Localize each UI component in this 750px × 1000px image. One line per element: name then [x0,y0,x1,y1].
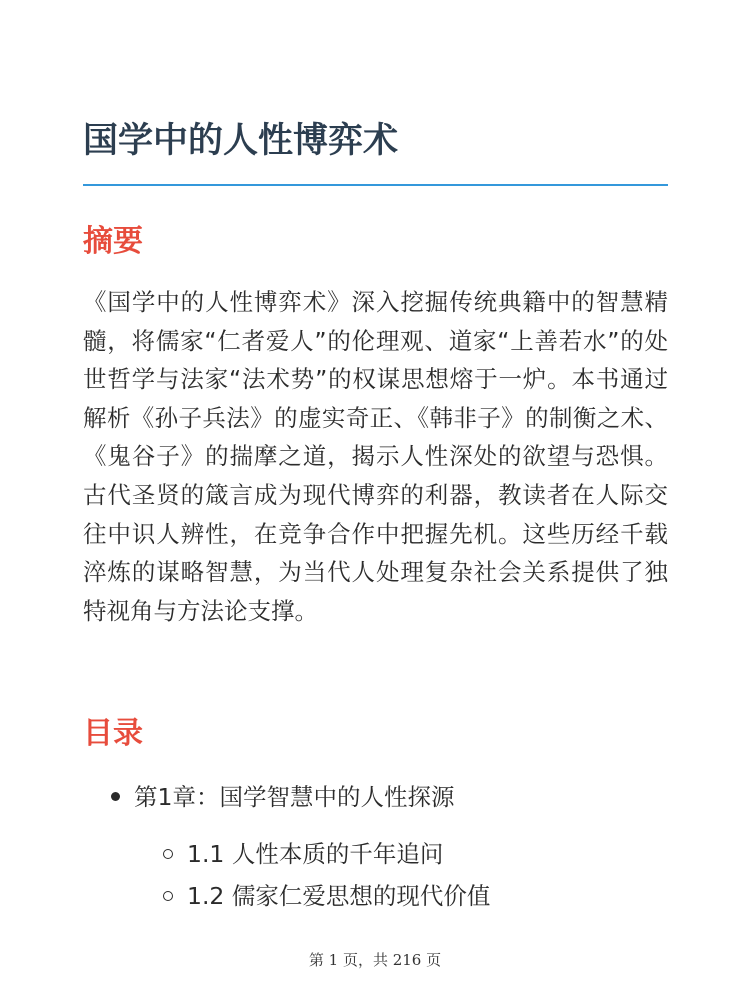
toc-heading: 目录 [83,716,143,751]
toc-section-label: 1.1 人性本质的千年追问 [187,840,444,868]
bullet-disc-icon [111,792,120,801]
bullet-circle-icon [163,849,173,859]
abstract-paragraph: 《国学中的人性博弈术》深入挖掘传统典籍中的智慧精髓，将儒家“仁者爱人”的伦理观、道家“上善若水”的处世哲学与法家“法术势”的权谋思想熔于一炉。本书通过解析《孙子兵法》的虚实奇正、《韩非子》的制衡之术、《鬼谷子》的揣摩之道，揭示人性深处的欲望与恐惧。古代圣贤的箴言成为现代博弈的利器，教读者在人际交往中识人辨性，在竞争合作中把握先机。这些历经千载淬炼的谋略智慧，为当代人处理复杂社会关系提供了独特视角与方法论支撑。 [83,288,668,625]
toc-chapter-item[interactable] [111,780,454,814]
title-divider [83,184,668,186]
toc-section-label: 1.2 儒家仁爱思想的现代价值 [187,882,491,910]
document-title: 国学中的人性博弈术 [83,121,399,161]
toc-chapter-label: 第1章：国学智慧中的人性探源 [134,783,455,811]
toc-section-item[interactable] [163,837,443,871]
page-footer: 第 1 页，共 216 页 [308,951,442,969]
toc-section-item[interactable] [163,879,490,913]
bullet-circle-icon [163,891,173,901]
abstract-heading: 摘要 [83,224,143,259]
